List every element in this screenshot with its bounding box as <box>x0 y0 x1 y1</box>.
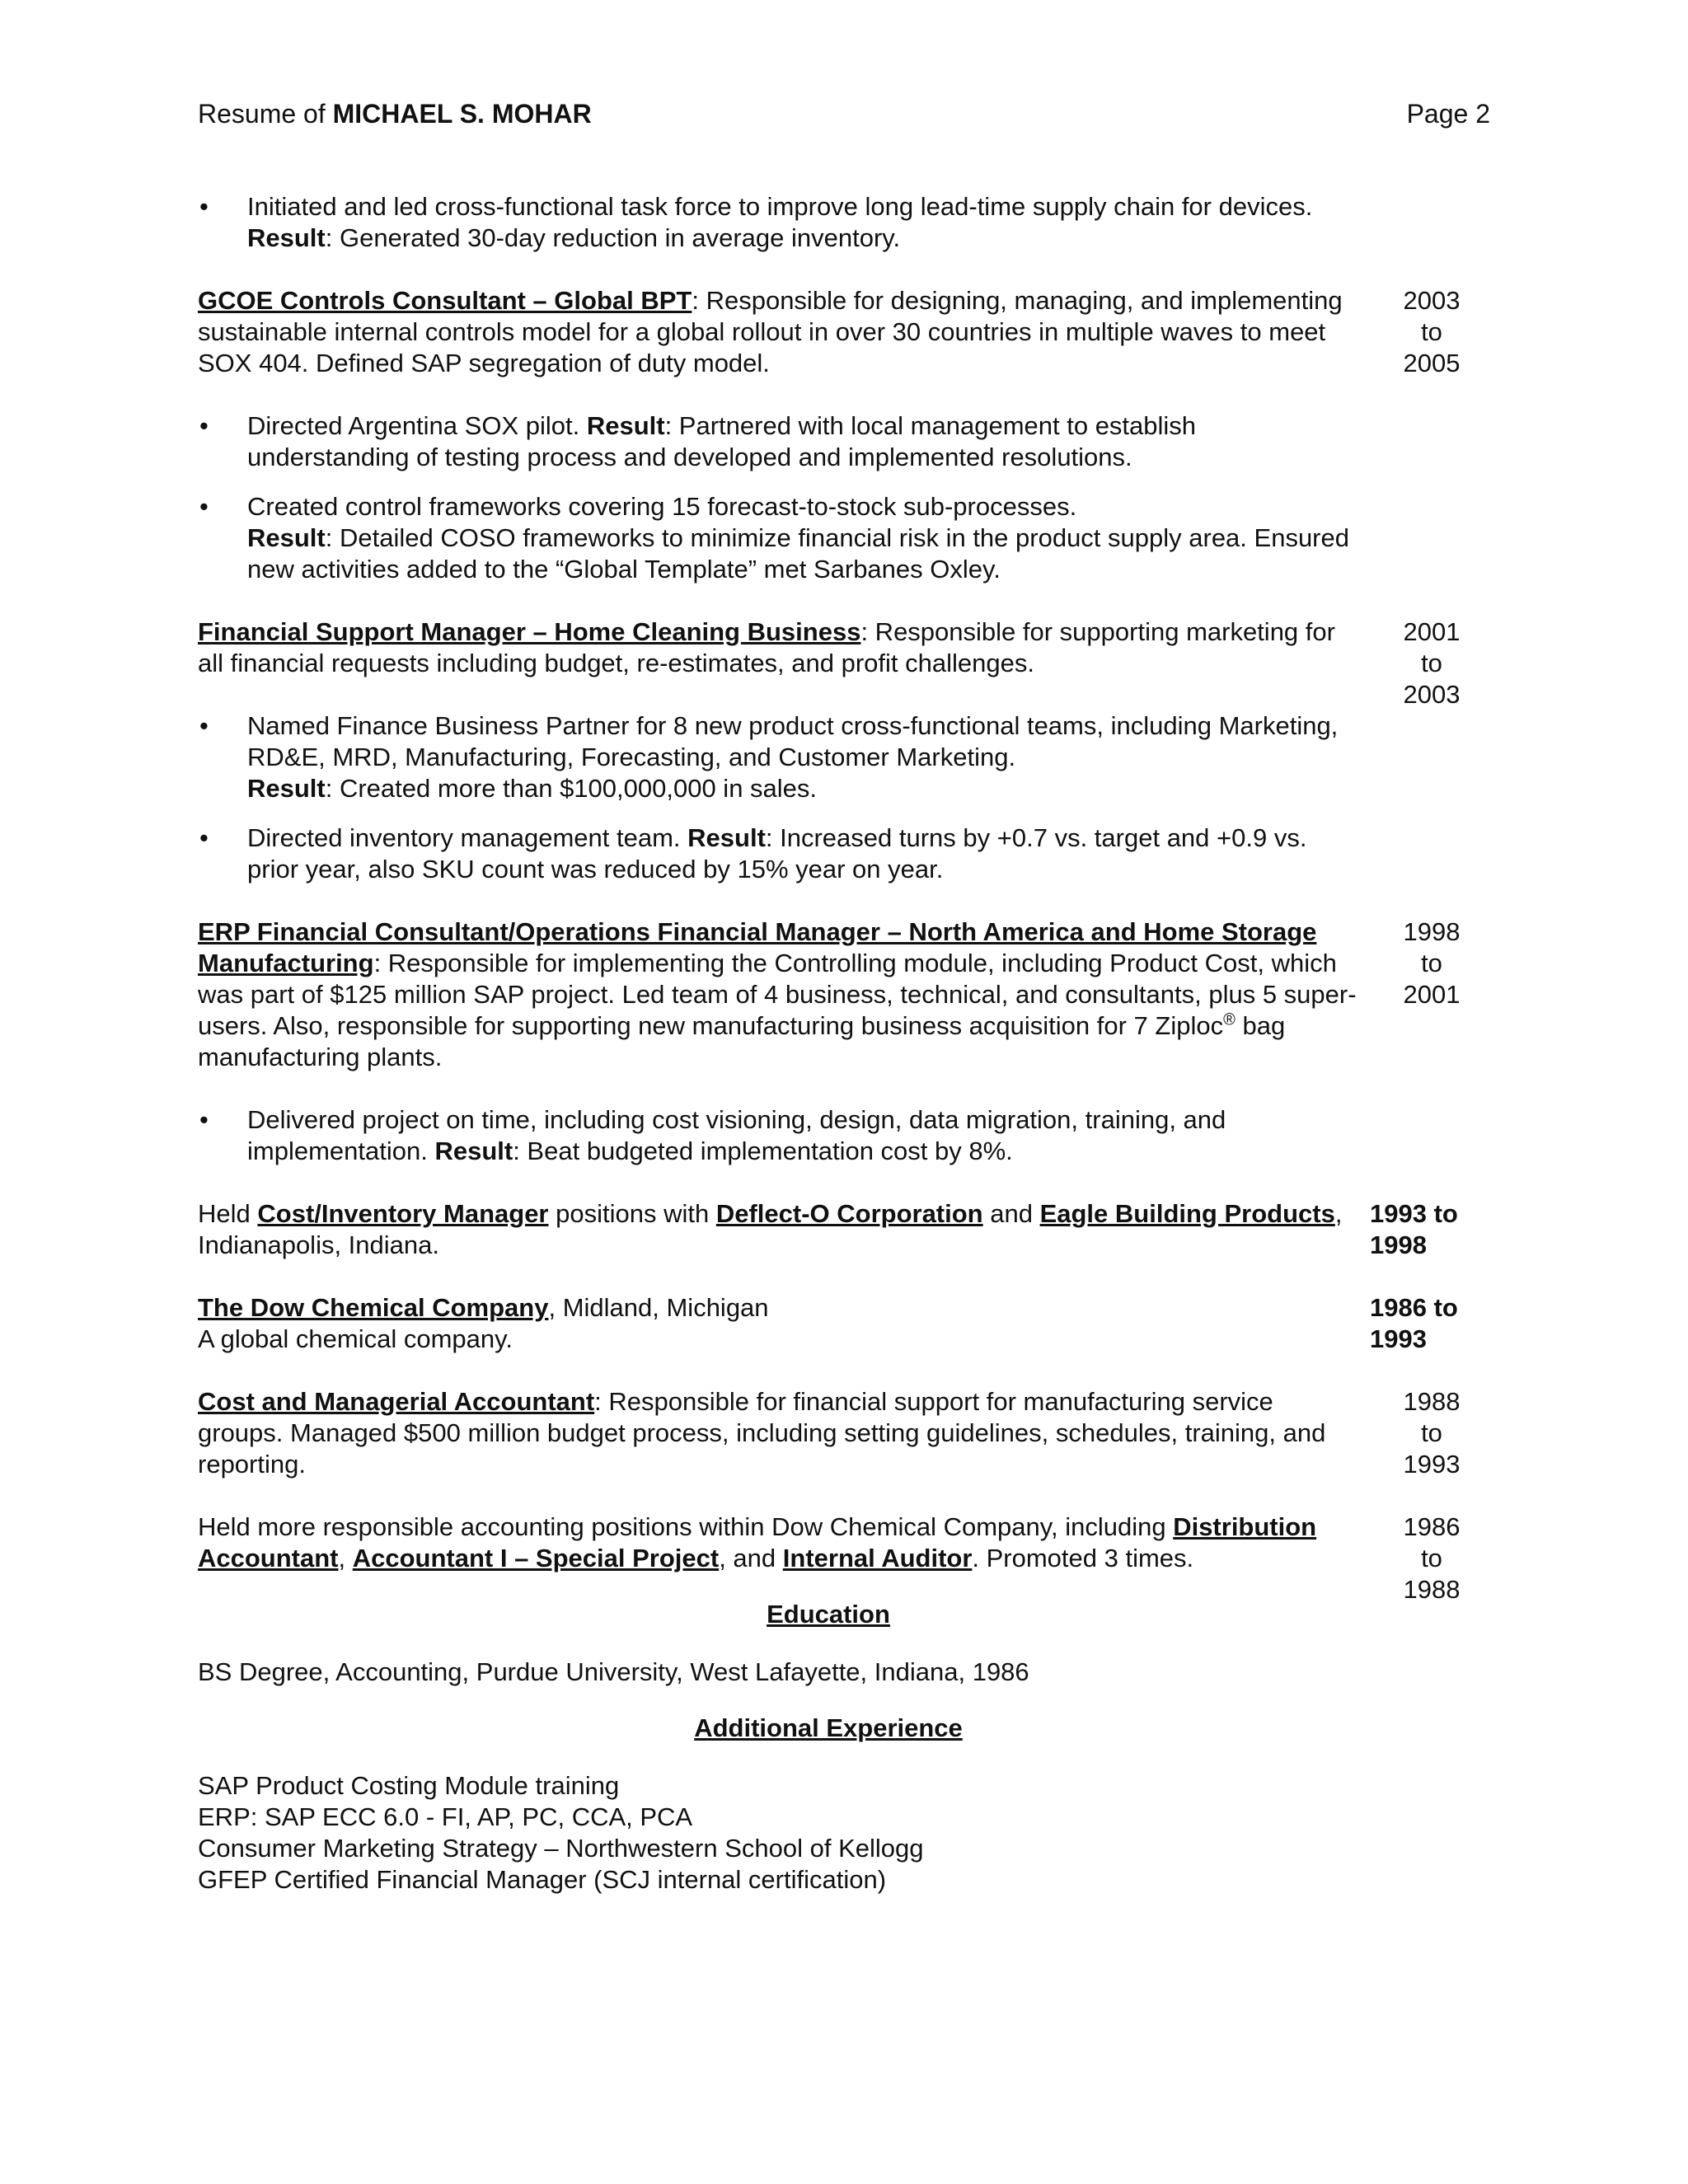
bullet-text: : Generated 30-day reduction in average inventory. <box>325 223 901 252</box>
list-item: GFEP Certified Financial Manager (SCJ internal certification) <box>198 1865 887 1894</box>
result-label: Result <box>586 411 665 440</box>
bullet-item <box>198 410 1360 473</box>
result-label: Result <box>247 223 326 252</box>
job-dates <box>1370 1198 1493 1261</box>
employer-dow <box>198 1292 1493 1355</box>
desc-text: and <box>982 1199 1040 1228</box>
additional-experience-heading: Additional Experience <box>694 1713 963 1742</box>
job-description <box>198 1511 1360 1574</box>
result-label: Result <box>247 523 326 552</box>
job-dates <box>1370 1511 1493 1605</box>
job-description <box>198 1198 1360 1261</box>
date-end: 2003 <box>1403 680 1461 709</box>
result-label: Result <box>434 1137 513 1165</box>
date-end: 2005 <box>1403 349 1461 377</box>
job-description <box>198 616 1360 679</box>
education-heading: Education <box>767 1600 890 1629</box>
date-start: 2003 <box>1403 286 1461 315</box>
company-tagline: A global chemical company. <box>198 1324 513 1353</box>
job-dates <box>1370 285 1493 379</box>
header-prefix: Resume of <box>198 99 326 129</box>
job-title: Distribution Accountant <box>198 1512 1317 1572</box>
bullet-text: Directed inventory management team. <box>247 823 688 852</box>
result-label: Result <box>247 774 326 803</box>
date-sep: to <box>1421 1544 1442 1572</box>
desc-text: , and <box>719 1544 783 1572</box>
date-start: 1986 to <box>1370 1293 1458 1322</box>
bullet-text: : Created more than $100,000,000 in sales. <box>325 774 818 803</box>
job-desc-text: : Responsible for designing, managing, and implementing sustainable internal controls model for a global rollout in over 30 countries in multiple waves to meet SOX 404. Defined SAP segregation of duty model. <box>198 286 1343 377</box>
date-sep: to <box>1421 949 1442 977</box>
bullet-item <box>198 823 1360 885</box>
job-title: Financial Support Manager – Home Cleaning Business <box>198 617 861 646</box>
education-line: BS Degree, Accounting, Purdue University, West Lafayette, Indiana, 1986 <box>198 1657 1029 1686</box>
company-location: , Midland, Michigan <box>548 1293 769 1322</box>
job-description <box>198 916 1360 1073</box>
bullet-item <box>198 710 1360 804</box>
desc-text: Held more responsible accounting positions within Dow Chemical Company, including <box>198 1512 1174 1541</box>
bullet-text: Delivered project on time, including cost visioning, design, data migration, training, and implementation. <box>247 1105 1226 1165</box>
job-dates <box>1370 1386 1493 1480</box>
job-title: Internal Auditor <box>782 1544 973 1572</box>
date-sep: to <box>1421 649 1442 677</box>
company-name: The Dow Chemical Company <box>198 1293 549 1322</box>
desc-text: . Promoted 3 times. <box>972 1544 1194 1572</box>
job-entry-fsm <box>198 616 1493 709</box>
date-end: 1998 <box>1370 1230 1427 1259</box>
job-dates <box>1370 616 1493 710</box>
desc-text: , <box>338 1544 353 1572</box>
bullet-text: Directed Argentina SOX pilot. <box>247 411 587 440</box>
bullet-text: : Beat budgeted implementation cost by 8%. <box>513 1137 1013 1165</box>
date-sep: to <box>1421 317 1442 346</box>
job-dates <box>1370 916 1493 1010</box>
resume-content <box>198 191 1493 1896</box>
bullet-text: : Increased turns by +0.7 vs. target and +0.9 vs. prior year, also SKU count was reduced by 15% year on year. <box>247 823 1307 883</box>
date-end: 1993 <box>1370 1324 1427 1353</box>
bullet-item <box>198 491 1360 585</box>
date-start: 2001 <box>1403 617 1461 646</box>
date-end: 1993 <box>1403 1450 1461 1479</box>
desc-text: Held <box>198 1199 258 1228</box>
list-item: Consumer Marketing Strategy – Northwestern School of Kellogg <box>198 1834 924 1863</box>
date-end: 2001 <box>1403 980 1461 1009</box>
job-description <box>198 285 1360 379</box>
job-title: Cost/Inventory Manager <box>257 1199 549 1228</box>
company-name: Deflect-O Corporation <box>715 1199 983 1228</box>
date-start: 1998 <box>1403 917 1461 946</box>
job-entry-dow-positions <box>198 1511 1493 1604</box>
desc-text: , Indianapolis, Indiana. <box>198 1199 1343 1259</box>
job-entry-cost-inventory <box>198 1198 1493 1261</box>
job-desc-text: : Responsible for implementing the Controlling module, including Product Cost, which was part of $125 million SAP project. Led team of 4 business, technical, and consultants, plus 5 super-users. Also, responsible for supporting new manufacturing business acquisition for 7 Ziploc <box>198 949 1357 1040</box>
page-header <box>198 97 1490 130</box>
job-entry-cost-accountant <box>198 1386 1493 1480</box>
page-number: Page 2 <box>1406 99 1490 129</box>
intro-bullets <box>198 191 1493 254</box>
bullet-item <box>198 191 1360 254</box>
desc-text: positions with <box>548 1199 716 1228</box>
gcoe-bullets <box>198 410 1493 585</box>
bullet-text: Initiated and led cross-functional task force to improve long lead-time supply chain for devices. <box>247 192 1313 221</box>
date-start: 1988 <box>1403 1387 1461 1416</box>
bullet-text: : Detailed COSO frameworks to minimize financial risk in the product supply area. Ensured new activities added to the “Global Template” met Sarbanes Oxley. <box>247 523 1349 583</box>
job-description <box>198 1386 1360 1480</box>
company-name: Eagle Building Products <box>1039 1199 1335 1228</box>
employer-description <box>198 1292 1360 1355</box>
registered-mark: ® <box>1223 1010 1236 1029</box>
bullet-text: Created control frameworks covering 15 forecast-to-stock sub-processes. <box>247 492 1077 521</box>
bullet-text: Named Finance Business Partner for 8 new product cross-functional teams, including Marketing, RD&E, MRD, Manufacturing, Forecasting, and Customer Marketing. <box>247 711 1339 771</box>
date-start: 1986 <box>1403 1512 1461 1541</box>
date-sep: to <box>1421 1418 1442 1447</box>
additional-experience-list <box>198 1770 1493 1896</box>
date-start: 1993 to <box>1370 1199 1458 1228</box>
job-title: Accountant I – Special Project <box>352 1544 720 1572</box>
job-desc-text: : Responsible for supporting marketing for all financial requests including budget, re-estimates, and profit challenges. <box>198 617 1335 677</box>
job-title: ERP Financial Consultant/Operations Financial Manager – North America and Home Storage Manufacturing <box>198 917 1317 977</box>
bullet-item <box>198 1104 1360 1167</box>
job-desc-text: : Responsible for financial support for manufacturing service groups. Managed $500 million budget process, including setting guidelines, schedules, training, and reporting. <box>198 1387 1326 1479</box>
job-desc-text: bag manufacturing plants. <box>198 1011 1286 1071</box>
candidate-name: MICHAEL S. MOHAR <box>332 99 592 129</box>
fsm-bullets <box>198 710 1493 885</box>
bullet-text: : Partnered with local management to establish understanding of testing process and developed and implemented resolutions. <box>247 411 1197 471</box>
list-item: SAP Product Costing Module training <box>198 1771 620 1800</box>
result-label: Result <box>687 823 766 852</box>
list-item: ERP: SAP ECC 6.0 - FI, AP, PC, CCA, PCA <box>198 1802 693 1831</box>
erp-bullets <box>198 1104 1493 1167</box>
job-entry-erp <box>198 916 1493 1073</box>
date-end: 1988 <box>1403 1575 1461 1604</box>
job-title: Cost and Managerial Accountant <box>198 1387 595 1416</box>
job-title: GCOE Controls Consultant – Global BPT <box>198 286 692 315</box>
job-entry-gcoe <box>198 285 1493 379</box>
job-dates <box>1370 1292 1493 1355</box>
